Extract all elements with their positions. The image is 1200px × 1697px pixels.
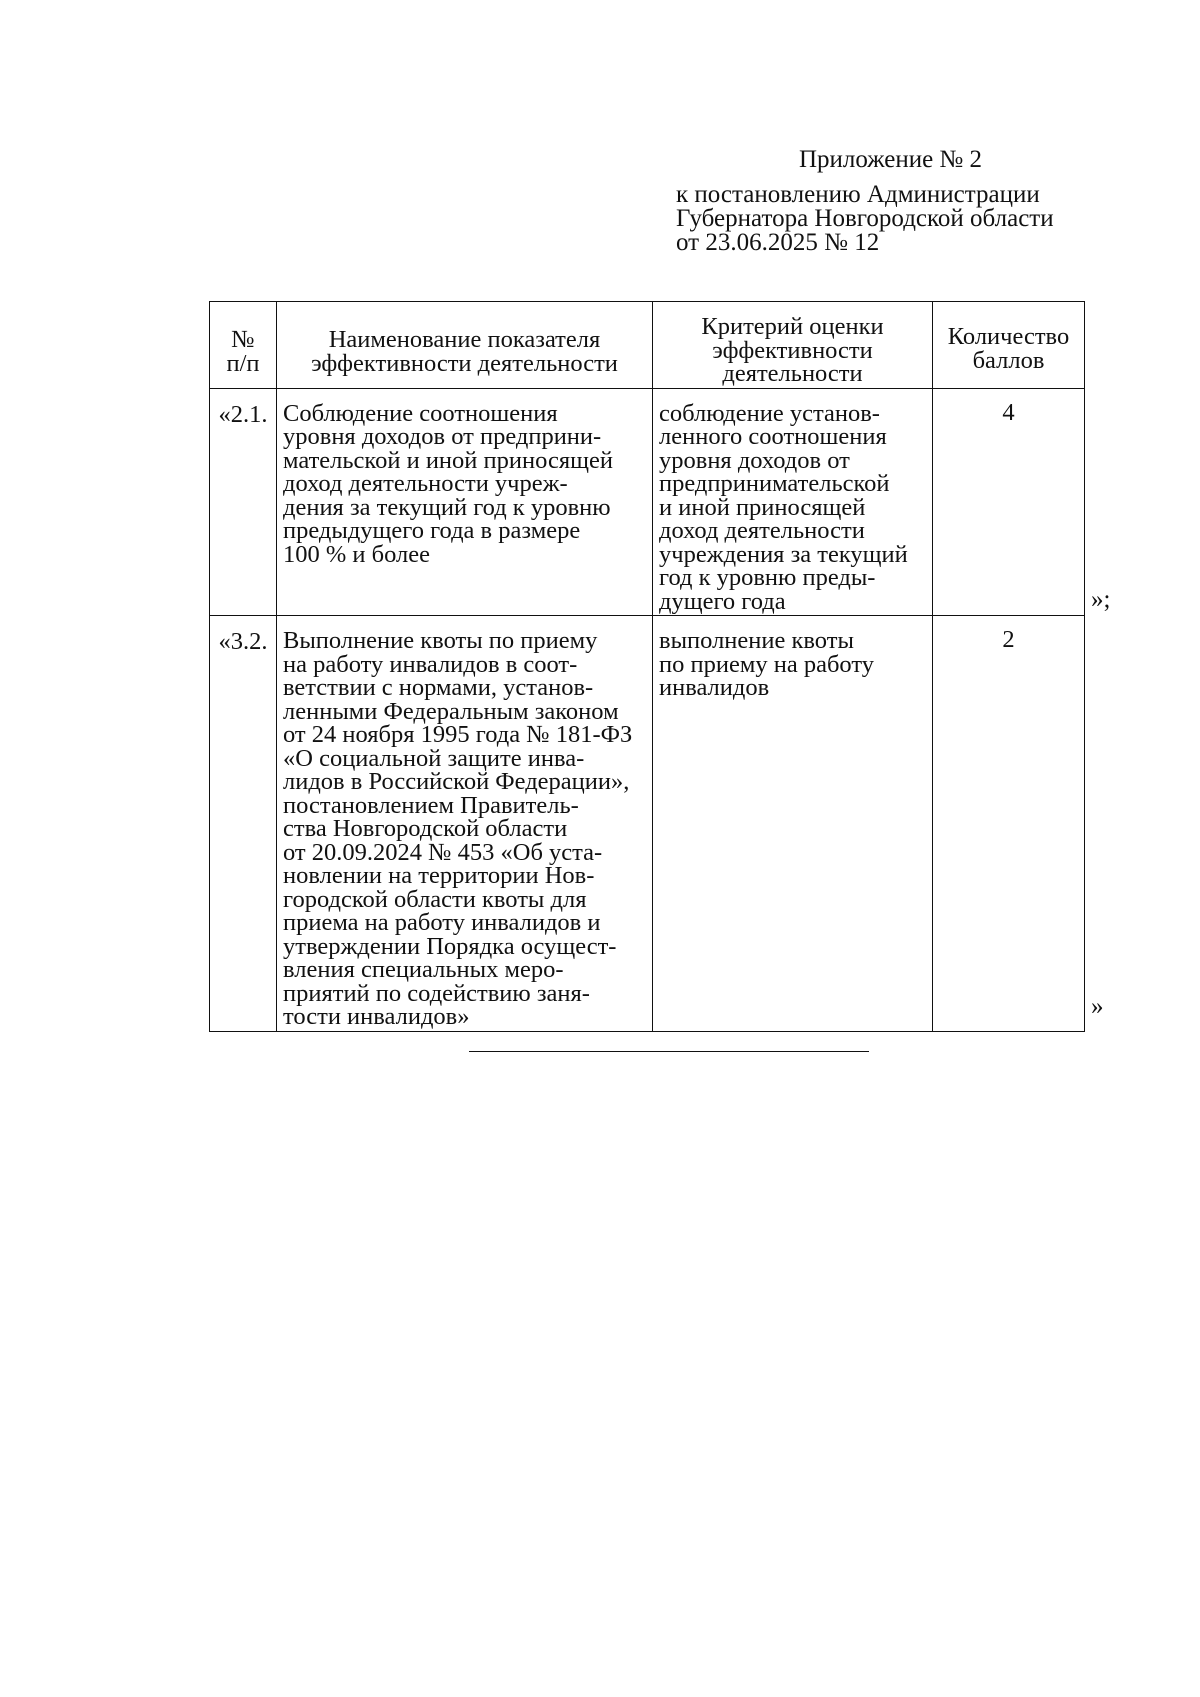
row-name-line: постановлением Правитель- xyxy=(283,791,579,819)
row-score-cell xyxy=(933,388,1085,616)
row-name-cell xyxy=(277,388,653,616)
header-name-line: эффективности деятельности xyxy=(311,349,618,377)
row-name-line: мательской и иной приносящей xyxy=(283,446,613,474)
row-number-cell xyxy=(210,616,277,1032)
appendix-ref-line: Губернатора Новгородской области xyxy=(676,205,1054,232)
row-number: «3.2. xyxy=(218,628,268,655)
row-score: 2 xyxy=(1002,626,1015,653)
row-name-line: уровня доходов от предприни- xyxy=(283,423,602,450)
row-criterion-line: и иной приносящей xyxy=(659,493,866,521)
header-name xyxy=(277,302,653,389)
row-score: 4 xyxy=(1002,398,1015,426)
header-criterion xyxy=(653,302,933,389)
row-name-line: ветствии с нормами, установ- xyxy=(283,674,594,701)
header-name-line: Наименование показателя xyxy=(328,326,601,353)
closing-quote-mark: » xyxy=(1091,993,1104,1020)
row-criterion-line: выполнение квоты xyxy=(659,627,854,654)
row-name-line: на работу инвалидов в соот- xyxy=(283,650,578,678)
row-criterion-line: инвалидов xyxy=(659,674,770,701)
row-name-line: 100 % и более xyxy=(283,540,431,568)
header-criterion-line: эффективности xyxy=(712,336,873,364)
row-name-line: Соблюдение соотношения xyxy=(283,399,558,427)
table-header-row xyxy=(210,302,1085,389)
row-name-line: приема на работу инвалидов и xyxy=(283,909,601,936)
header-score-line: Количество xyxy=(947,323,1070,350)
row-name-line: ленными Федеральным законом xyxy=(283,697,619,725)
row-number-cell xyxy=(210,388,277,616)
appendix-ref-line: от 23.06.2025 № 12 xyxy=(676,229,880,256)
table-row xyxy=(210,388,1085,616)
row-criterion-cell xyxy=(653,616,933,1032)
row-name xyxy=(277,389,652,569)
row-name-line: городской области квоты для xyxy=(283,885,587,913)
row-name-line: тости инвалидов» xyxy=(283,1003,470,1030)
row-name-line: предыдущего года в размере xyxy=(283,517,581,544)
row-criterion-line: ленного соотношения xyxy=(659,423,887,450)
row-name-line: лидов в Российской Федерации», xyxy=(283,768,630,795)
row-name-line: от 24 ноября 1995 года № 181-ФЗ xyxy=(283,721,633,748)
row-criterion-line: доход деятельности xyxy=(659,517,865,544)
row-criterion-line: по приему на работу xyxy=(659,650,874,678)
row-name-line: Выполнение квоты по приему xyxy=(283,627,598,654)
row-name-line: ства Новгородской области xyxy=(283,815,568,842)
criteria-table xyxy=(209,301,1085,1032)
row-score-cell xyxy=(933,616,1085,1032)
row-number: «2.1. xyxy=(218,400,268,428)
header-criterion-line: деятельности xyxy=(722,360,863,387)
row-name-line: доход деятельности учреж- xyxy=(283,470,568,497)
row-name-line: приятий по содействию заня- xyxy=(283,979,590,1007)
row-criterion xyxy=(653,616,932,702)
row-name-cell xyxy=(277,616,653,1032)
row-criterion-line: предпринимательской xyxy=(659,470,890,497)
row-name xyxy=(277,616,652,1031)
header-criterion-line: Критерий оценки xyxy=(701,313,884,340)
appendix-ref-line: к постановлению Администрации xyxy=(676,181,1040,208)
row-name-line: вления специальных меро- xyxy=(283,956,564,983)
row-criterion-line: дущего года xyxy=(659,587,786,615)
header-score-line: баллов xyxy=(972,346,1045,374)
row-criterion-line: год к уровню преды- xyxy=(659,564,876,591)
row-criterion-line: уровня доходов от xyxy=(659,446,850,474)
row-name-line: утверждении Порядка осущест- xyxy=(283,932,617,960)
header-num-line: № xyxy=(231,326,255,353)
row-name-line: новлении на территории Нов- xyxy=(283,862,595,889)
appendix-title: Приложение № 2 xyxy=(799,146,983,173)
appendix-reference xyxy=(676,183,1054,255)
table-row xyxy=(210,616,1085,1032)
end-rule-divider xyxy=(469,1051,869,1052)
row-criterion-line: соблюдение установ- xyxy=(659,399,880,427)
row-name-line: дения за текущий год к уровню xyxy=(283,493,611,521)
row-criterion-line: учреждения за текущий xyxy=(659,540,908,568)
closing-quote-mark: »; xyxy=(1091,586,1111,613)
row-criterion xyxy=(653,389,932,616)
header-num xyxy=(210,302,277,389)
row-name-line: от 20.09.2024 № 453 «Об уста- xyxy=(283,838,603,866)
header-score xyxy=(933,302,1085,389)
row-name-line: «О социальной защите инва- xyxy=(283,744,585,772)
row-criterion-cell xyxy=(653,388,933,616)
header-num-line: п/п xyxy=(226,349,260,377)
